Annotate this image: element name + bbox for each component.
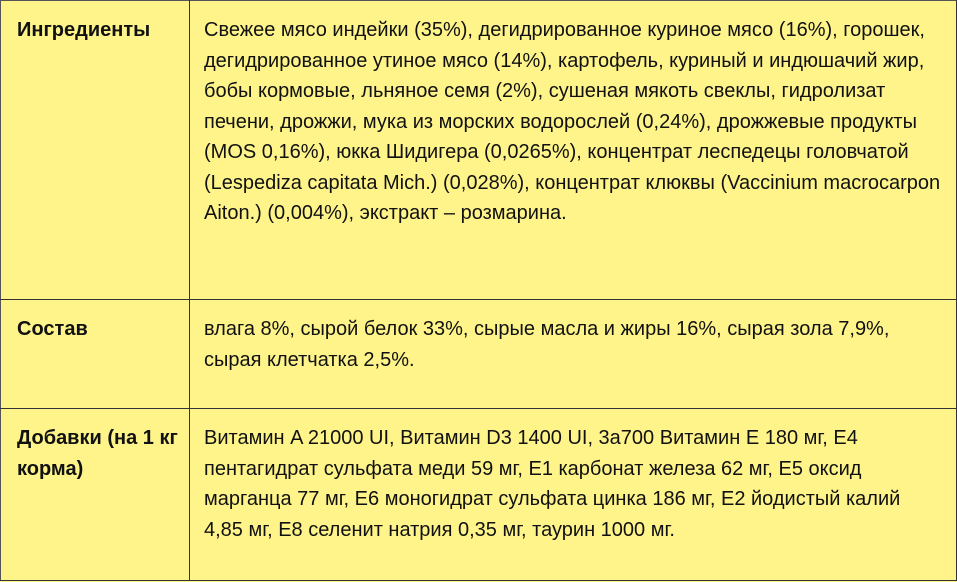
row-value-composition <box>190 300 957 409</box>
row-label-text: Ингредиенты <box>17 19 151 41</box>
row-value-text: Свежее мясо индейки (35%), дегидрированное куриное мясо (16%), горошек, дегидрированное утиное мясо (14%), картофель, куриный и индюшачий жир, бобы кормовые, льняное семя (2%), сушеная мякоть свеклы, гидролизат печени, дрожжи, мука из морских водорослей (0,24%), дрожжевые продукты (MOS 0,16%), юкка Шидигера (0,0265%), концентрат леспедецы головчатой (Lespediza capitata Mich.) (0,028%), концентрат клюквы (Vaccinium macrocarpon Aiton.) (0,004%), экстракт – розмарина. <box>204 19 941 224</box>
row-label-additives <box>1 409 190 581</box>
row-label-ingredients <box>1 1 190 300</box>
row-value-ingredients <box>190 1 957 300</box>
row-value-additives <box>190 409 957 581</box>
table-row-composition <box>1 300 957 409</box>
table-row-additives <box>1 409 957 581</box>
table-row-ingredients <box>1 1 957 300</box>
row-value-text: Витамин A 21000 UI, Витамин D3 1400 UI, 3a700 Витамин E 180 мг, E4 пентагидрат сульфата меди 59 мг, E1 карбонат железа 62 мг, E5 оксид марганца 77 мг, E6 моногидрат сульфата цинка 186 мг, E2 йодистый калий 4,85 мг, E8 селенит натрия 0,35 мг, таурин 1000 мг. <box>204 427 901 541</box>
row-value-text: влага 8%, сырой белок 33%, сырые масла и жиры 16%, сырая зола 7,9%, сырая клетчатка 2,5%. <box>204 318 890 371</box>
row-label-text: Состав <box>17 318 88 340</box>
row-label-composition <box>1 300 190 409</box>
row-label-text: Добавки (на 1 кг корма) <box>17 427 178 480</box>
